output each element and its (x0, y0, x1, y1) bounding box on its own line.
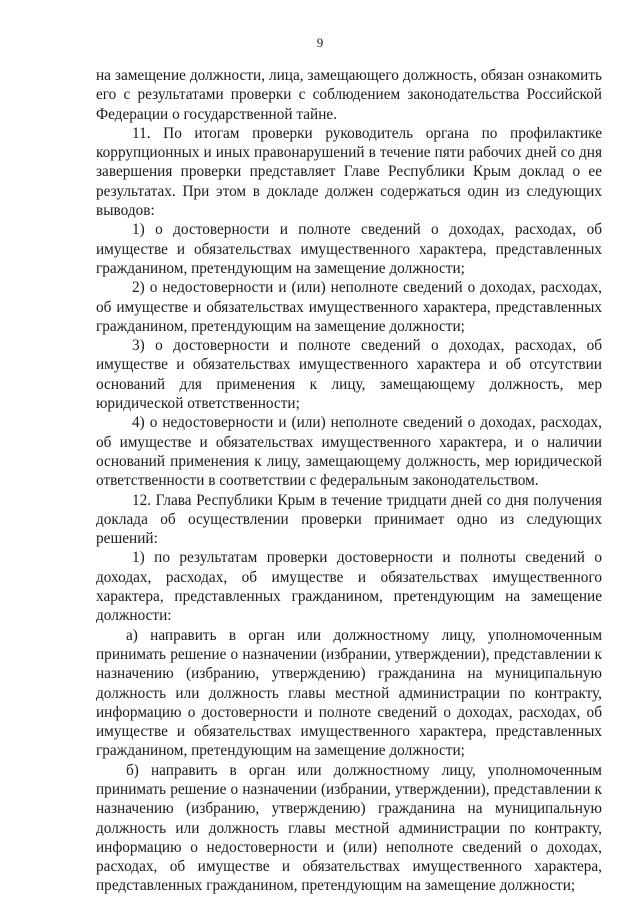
document-body (96, 66, 602, 896)
list-item: 2) о недостоверности и (или) неполноте сведений о доходах, расходах, об имуществе и обязательствах имущественного характера, представленных гражданином, претендующим на замещение должности; (96, 279, 602, 335)
sub-list-item: а) направить в орган или должностному лицу, уполномоченным принимать решение о назначении (избрании, утверждении), представлении к назначению (избранию, утверждению) гражданина на муниципальную должность или должность главы местной администрации по контракту, информацию о достоверности и полноте сведений о доходах, расходах, об имуществе и обязательствах имущественного характера, представленных гражданином, претендующим на замещение должности; (96, 626, 602, 760)
sub-list-item: б) направить в орган или должностному лицу, уполномоченным принимать решение о назначении (избрании, утверждении), представлении к назначению (избранию, утверждению) гражданина на муниципальную должность или должность главы местной администрации по контракту, информацию о недостоверности и (или) неполноте сведений о доходах, расходах, об имуществе и обязательствах имущественного характера, представленных гражданином, претендующим на замещение должности; (96, 761, 602, 895)
paragraph: 12. Глава Республики Крым в течение тридцати дней со дня получения доклада об осуществлении проверки принимает одно из следующих решений: (96, 491, 602, 548)
list-item: 4) о недостоверности и (или) неполноте сведений о доходах, расходах, об имуществе и обязательствах имущественного характера, и о наличии оснований применения к лицу, замещающему должность, мер юридической ответственности в соответствии с федеральным законодательством. (96, 414, 602, 490)
paragraph: на замещение должности, лица, замещающего должность, обязан ознакомить его с результатами проверки с соблюдением законодательства Российской Федерации о государственной тайне. (96, 67, 602, 123)
list-item: 3) о достоверности и полноте сведений о доходах, расходах, об имуществе и обязательствах имущественного характера и об отсутствии оснований для применения к лицу, замещающему должность, мер юридической ответственности; (96, 337, 602, 413)
list-item: 1) о достоверности и полноте сведений о доходах, расходах, об имуществе и обязательствах имущественного характера, представленных гражданином, претендующим на замещение должности; (96, 221, 602, 277)
paragraph: 11. По итогам проверки руководитель органа по профилактике коррупционных и иных правонарушений в течение пяти рабочих дней со дня завершения проверки представляет Главе Республики Крым доклад о ее результатах. При этом в докладе должен содержаться один из следующих выводов: (96, 124, 602, 220)
list-item: 1) по результатам проверки достоверности и полноты сведений о доходах, расходах, об имуществе и обязательствах имущественного характера, представленных гражданином, претендующим на замещение должности: (96, 549, 602, 625)
page-number: 9 (316, 35, 324, 50)
